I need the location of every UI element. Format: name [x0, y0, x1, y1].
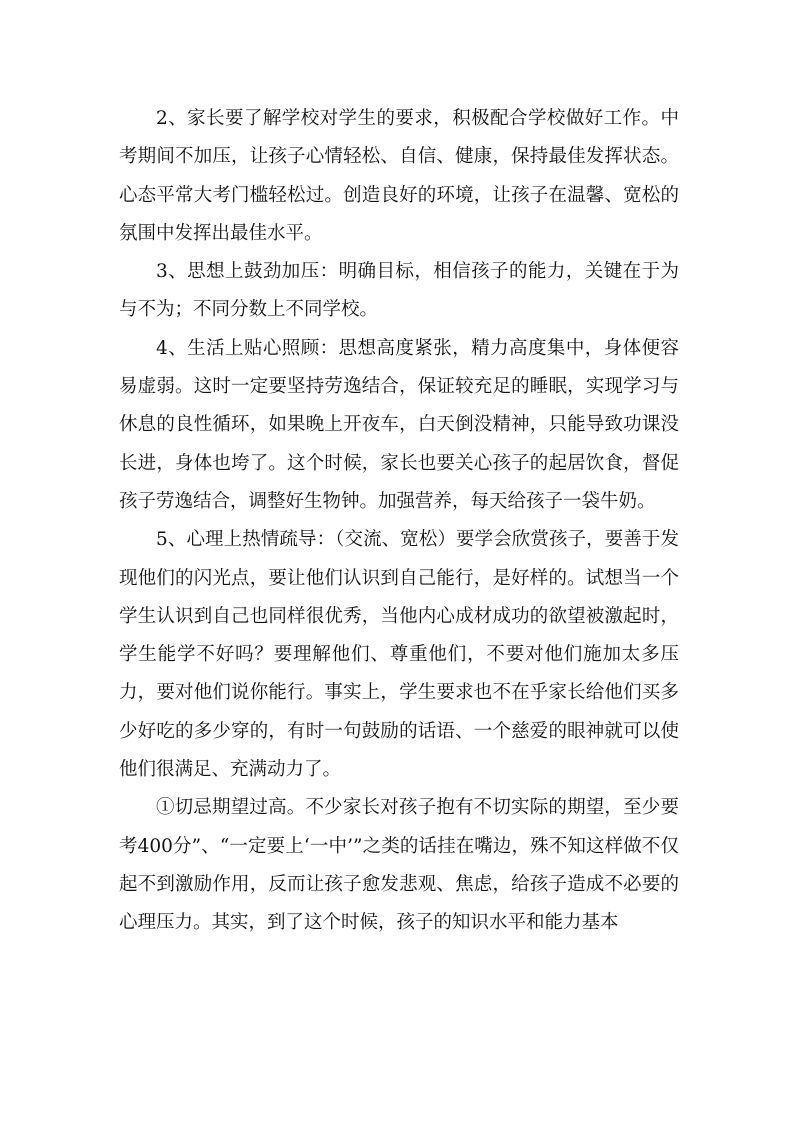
paragraph-3: 3、思想上鼓劲加压：明确目标，相信孩子的能力，关键在于为与不为；不同分数上不同学校。 [119, 261, 679, 321]
paragraph-4: 4、生活上贴心照顾：思想高度紧张，精力高度集中，身体便容易虚弱。这时一定要坚持劳逸结合，保证较充足的睡眠，实现学习与休息的良性循环，如果晚上开夜车，白天倒没精神，只能导致功课没长进，身体也垮了。这个时候，家长也要关心孩子的起居饮食，督促孩子劳逸结合，调整好生物钟。加强营养，每天给孩子一袋牛奶。 [119, 337, 679, 512]
paragraph-item-1: ①切忌期望过高。不少家长对孩子抱有不切实际的期望，至少要考400分”、“一定要上‘一中’”之类的话挂在嘴边，殊不知这样做不仅起不到激励作用，反而让孩子愈发悲观、焦虑，给孩子造成不必要的心理压力。其实，到了这个时候，孩子的知识水平和能力基本 [119, 797, 679, 934]
paragraph-2: 2、家长要了解学校对学生的要求，积极配合学校做好工作。中考期间不加压，让孩子心情轻松、自信、健康，保持最佳发挥状态。心态平常大考门槛轻松过。创造良好的环境，让孩子在温馨、宽松的氛围中发挥出最佳水平。 [119, 108, 679, 244]
document-page [119, 100, 679, 943]
paragraph-5: 5、心理上热情疏导：（交流、宽松）要学会欣赏孩子，要善于发现他们的闪光点，要让他们认识到自己能行，是好样的。试想当一个学生认识到自己也同样很优秀，当他内心成材成功的欲望被激起时，学生能学不好吗？要理解他们、尊重他们，不要对他们施加太多压力，要对他们说你能行。事实上，学生要求也不在乎家长给他们买多少好吃的多少穿的，有时一句鼓励的话语、一个慈爱的眼神就可以使他们很满足、充满动力了。 [119, 529, 679, 781]
